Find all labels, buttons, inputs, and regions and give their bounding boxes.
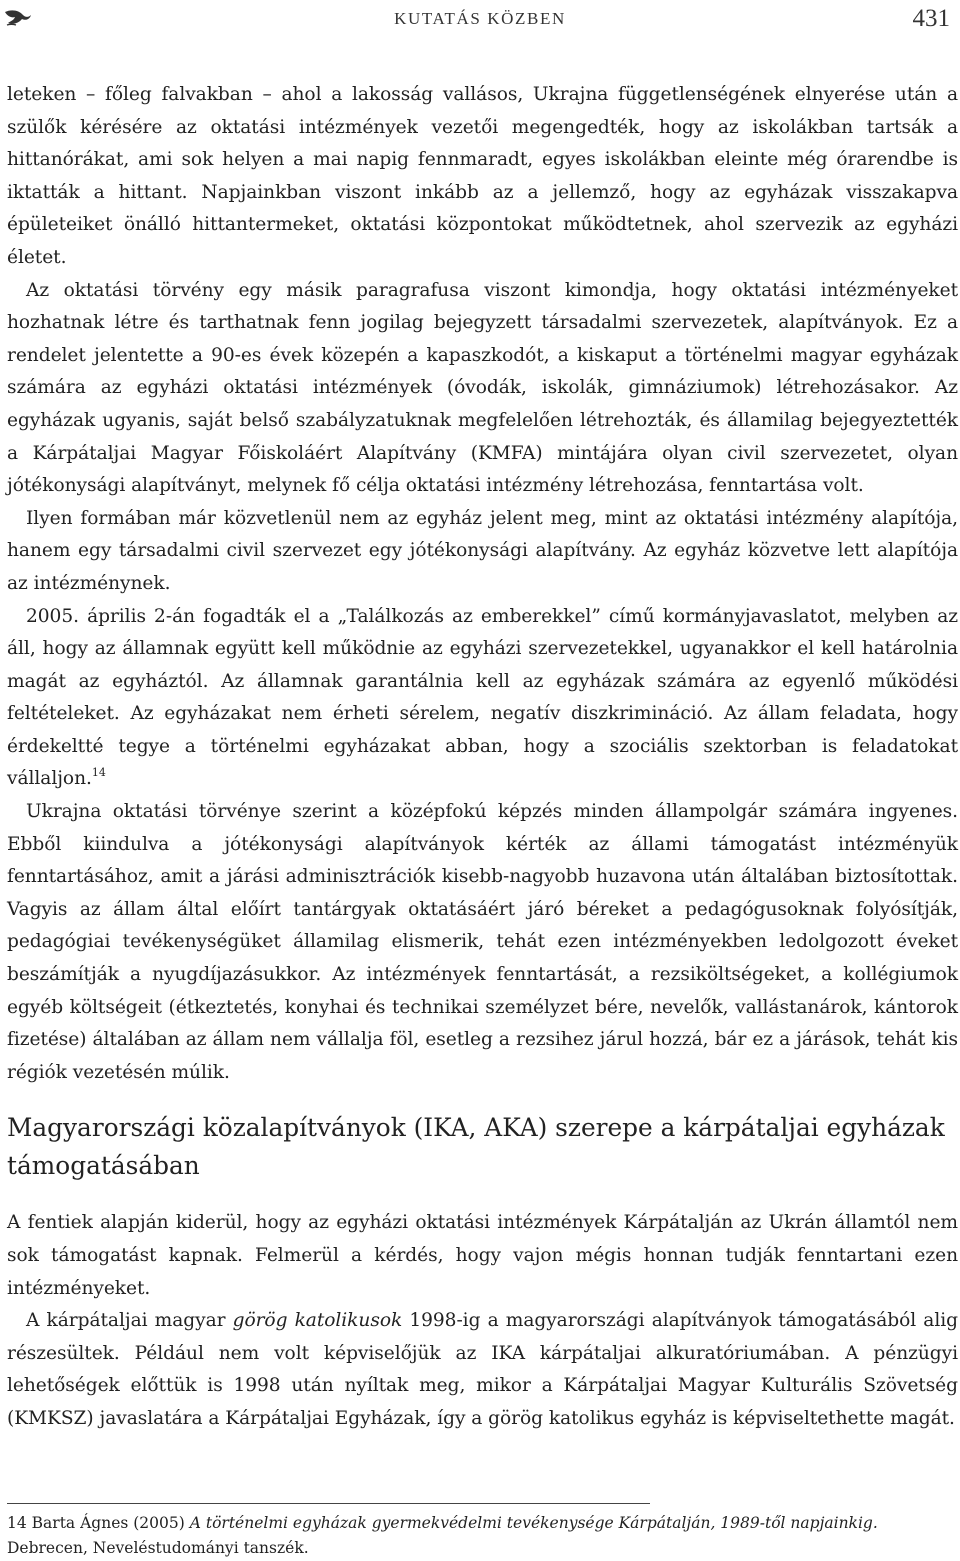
paragraph-7: [7, 1305, 958, 1435]
paragraph-6: A fentiek alapján kiderül, hogy az egyházi oktatási intézmények Kárpátalján az Ukrán államtól nem sok támogatást kapnak. Felmerül a kérdés, hogy vajon mégis honnan tudják fenntartani ezen intézményeket.: [7, 1212, 958, 1299]
paragraph-3: Ilyen formában már közvetlenül nem az egyház jelent meg, mint az oktatási intézmény alapítója, hanem egy társadalmi civil szervezet egy jótékonysági alapítvány. Az egyház közvetve lett alapítója az intézménynek.: [7, 507, 958, 594]
paragraph-7-end: 1998-ig a magyarországi alapítványok támogatásából alig részesültek. Például nem volt képviselőjük az IKA kárpátaljai alkuratóriumában. A pénzügyi lehetőségek előttük is 1998 után nyíltak meg, mikor a Kárpátaljai Magyar Kulturális Szövetség (KMKSZ) javaslatára a Kárpátaljai Egyházak, így a görög katolikus egyház is képviseltethette magát.: [7, 1310, 958, 1429]
paragraph-2: Az oktatási törvény egy másik paragrafusa viszont kimondja, hogy oktatási intézményeket hozhatnak létre és tarthatnak fenn jogilag bejegyzett társadalmi szervezetek, alapítványok. Ez a rendelet jelentette a 90-es évek közepén a kapaszkodót, a kiskaput a történelmi magyar egyházak számára az egyházi oktatási intézmények (óvodák, iskolák, gimnáziumok) létrehozásakor. Az egyházak ugyanis, saját belső szabályzatuknak megfelelően létrehozták, és államilag bejegyeztették a Kárpátaljai Magyar Főiskoláért Alapítvány (KMFA) mintájára olyan civil szervezetet, olyan jótékonysági alapítványt, melynek fő célja oktatási intézmény létrehozása, fenntartása volt.: [7, 279, 958, 497]
footnote-reference[interactable]: 14: [91, 766, 106, 780]
footnote-title: A történelmi egyházak gyermekvédelmi tevékenysége Kárpátalján, 1989-től napjainkig.: [189, 1514, 878, 1532]
paragraph-1: leteken – főleg falvakban – ahol a lakosság vallásos, Ukrajna függetlenségének elnyerése után a szülők kérésére az oktatási intézmények vezetői megengedték, hogy az iskolákban tartsák a hittanórákat, ami sok helyen a mai napig fennmaradt, egyes iskolákban eleinte még órarendbe is iktatták a hittant. Napjainkban viszont inkább az a jellemző, hogy az egyházak visszakapva épületeiket önálló hittantermeket, oktatási központokat működtetnek, ahol szervezik az egyházi életet.: [7, 84, 958, 268]
paragraph-4-text: 2005. április 2-án fogadták el a „Találkozás az emberekkel” című kormányjavaslatot, melyben az áll, hogy az államnak együtt kell működnie az egyházi szervezetekkel, ugyanakkor el kell határolnia magát az egyháztól. Az államnak garantálnia kell az egyházak számára az egyenlő működési feltételeket. Az egyházakat nem érheti sérelem, negatív diszkrimináció. Az állam feladata, hogy érdekeltté tegye a történelmi egyházakat abban, hogy a szociális szektorban is feladatokat vállaljon.: [7, 605, 958, 790]
footnote-publisher: Debrecen, Neveléstudományi tanszék.: [7, 1539, 309, 1557]
paragraph-7-start: A kárpátaljai magyar: [26, 1310, 233, 1332]
page-number: 431: [912, 5, 950, 32]
footnote-divider: [7, 1503, 650, 1504]
running-head: [0, 0, 960, 40]
body-text: [7, 79, 958, 1436]
footnote: [7, 1511, 958, 1561]
paragraph-4: [7, 601, 958, 797]
running-head-title: KUTATÁS KÖZBEN: [394, 9, 566, 28]
paragraph-5: Ukrajna oktatási törvénye szerint a középfokú képzés minden állampolgár számára ingyenes. Ebből kiindulva a jótékonysági alapítványok kérték az állami támogatást intézményük fenntartásához, amit a járási adminisztrációk kisebb-nagyobb huzavona után általában biztosítottak. Vagyis az állam által előírt tantárgyak oktatásáért járó béreket a pedagógusoknak folyósítják, pedagógiai tevékenységüket államilag elismerik, tehát ezen intézményekben ledolgozott éveket beszámítják a nyugdíjazásukkor. Az intézmények fenntartását, a rezsiköltségeket, a kollégiumok egyéb költségeit (étkeztetés, konyhai és technikai személyzet bére, nevelők, vallástanárok, kántorok fizetése) általában az állam nem vállalja föl, esetleg a rezsihez járul hozzá, bár ez a járások, tehát kis régiók vezetésén múlik.: [7, 801, 958, 1083]
section-heading: Magyarországi közalapítványok (IKA, AKA) szerepe a kárpátaljai egyházak támogatásában: [7, 1113, 945, 1181]
footnote-author: Barta Ágnes (2005): [26, 1514, 190, 1532]
paragraph-7-italic: görög katolikusok: [232, 1310, 403, 1332]
footnote-number: 14: [7, 1514, 27, 1532]
